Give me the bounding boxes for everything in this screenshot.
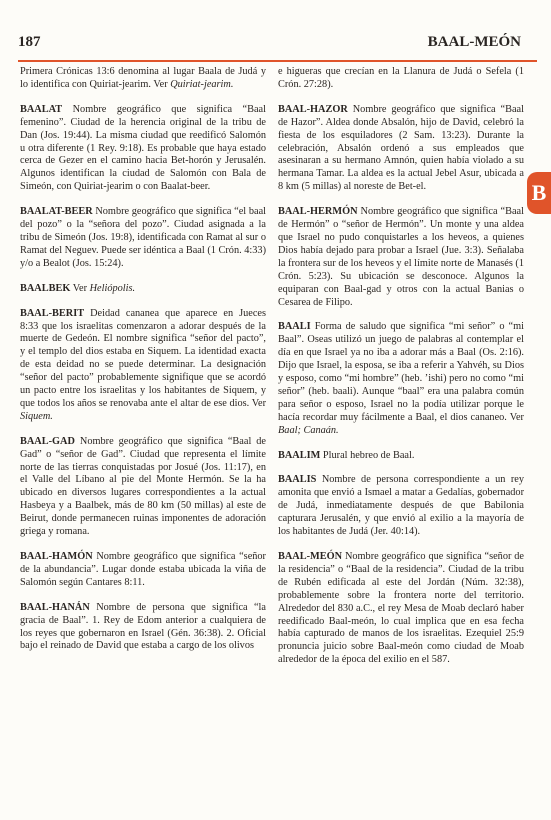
headword: BAAL-HAZOR xyxy=(278,103,348,115)
cross-reference: Baal; Canaán. xyxy=(278,424,339,436)
entry xyxy=(20,436,266,539)
headword: BAAL-MEÓN xyxy=(278,551,343,562)
entry xyxy=(278,474,524,539)
entry xyxy=(20,551,266,590)
cross-reference: Heliópolis. xyxy=(89,282,136,294)
entry xyxy=(278,104,524,194)
guide-word: BAAL-MEÓN xyxy=(427,34,521,50)
headword: BAALBEK xyxy=(20,282,71,294)
headword: BAALIM xyxy=(278,449,321,461)
entry-text: e higueras que crecían en la Llanura de Judá o Sefela (1 Crón. 27:28). xyxy=(278,66,524,90)
entry-text: Nombre geográfico que significa “señor de la residencia” o “Baal de la residencia”. Ciudad de la tribu de Rubén edificada al este del Jordán (Núm. 32:38), probablemente sobre la frontera norte del territorio. Alrededor del 830 a.C., el rey Mesa de Moab declaró haber reedificado Baal-meón, lo cual implica que en esa fecha había capturado de manos de los israelitas. Ezequiel 25:9 pronuncia juicio sobre Baal-meón como ciudad de Moab alrededor de la época del exilio en el 587. xyxy=(278,551,524,666)
entry xyxy=(20,283,266,296)
entry xyxy=(278,206,524,309)
entry-text: Deidad cananea que aparece en Jueces 8:33 que los israelitas comenzaron a adorar después de la muerte de Gedeón. El nombre significa “señor del pacto”, y el templo del dios estaba en Siquem. La identidad exacta de esta deidad no se puede determinar. La designación “señor del pacto” probablemente signifique que se acordó un pacto entre los israelitas y los habitantes de Siquem, y que todos los años se renovaba ante el altar de ese dios. Ver xyxy=(20,307,266,409)
entry xyxy=(20,602,266,654)
entry xyxy=(20,66,266,92)
entry-text: Primera Crónicas 13:6 denomina al lugar Baala de Judá y lo identifica con Quiriat-jearim. Ver xyxy=(20,66,266,90)
headword: BAAL-HAMÓN xyxy=(20,551,93,562)
entry-text: Nombre geográfico que significa “el baal del pozo” o la “señora del pozo”. Ciudad asignada a la tribu de Simeón (Jos. 19:8), identificada con Ramat al sur o Ramat del Neguev. Puede ser idéntica a Baal (1 Crón. 4:33) y/o a Bealot (Jos. 15:24). xyxy=(20,206,266,269)
headword: BAALAT xyxy=(20,103,63,115)
left-column xyxy=(20,66,266,665)
headword: BAAL-HERMÓN xyxy=(278,206,358,218)
entry xyxy=(278,321,524,437)
entry-text: Nombre geográfico que significa “Baal de Hermón” o “señor de Hermón”. Un monte y una aldea que Israel no pudo conquistarles a los heveos, a quienes Dios había dejado para probar a Israel (Jue. 3:3). Señalaba la frontera sur de los heveos y el límite norte de Manasés (1 Crón. 5:23). Su ubicación se desconoce. Algunos la equiparan con Baal-gad y otros con la actual Banias o Cesarea de Filipo. xyxy=(278,206,524,308)
cross-reference: Siquem. xyxy=(20,410,53,422)
entry xyxy=(278,551,524,667)
entry-text: Nombre de persona que significa “la gracia de Baal”. 1. Rey de Edom anterior a cualquiera de los reyes que gobernaron en Israel (Gén. 36:38). 2. Oficial bajo el reinado de David que estaba a cargo de los olivos xyxy=(20,601,266,652)
headword: BAAL-BERIT xyxy=(20,307,85,319)
headword: BAALIS xyxy=(278,474,317,486)
entry-text: Ver xyxy=(70,282,90,294)
headword: BAAL-HANÁN xyxy=(20,601,90,613)
headword: BAAL-GAD xyxy=(20,435,75,447)
entry-text: Plural hebreo de Baal. xyxy=(320,449,415,461)
letter-tab: B xyxy=(527,172,551,214)
entry xyxy=(278,450,524,463)
headword: BAALI xyxy=(278,321,311,333)
right-column xyxy=(278,66,524,679)
entry xyxy=(278,66,524,92)
entry xyxy=(20,308,266,424)
entry-text: Nombre geográfico que significa “Baal de Hazor”. Aldea donde Absalón, hijo de David, celebró la fiesta de los esquiladores (2 Sam. 13:23). Durante la celebración, Absalón ordenó a sus empleados que asesinaran a su hermano Amnón, quien había violado a su hermana Tamar. La aldea es la actual Jebel Asur, ubicada a 8 km (5 millas) al noreste de Bet-el. xyxy=(278,103,524,193)
header-rule xyxy=(18,60,537,62)
entry-text: Nombre geográfico que significa “señor de la abundancia”. Lugar donde estaba ubicada la viña de Salomón según Cantares 8:11. xyxy=(20,551,266,588)
entry-text: Forma de saludo que significa “mi señor” o “mi Baal”. Oseas utilizó un juego de palabras al contemplar el día en que Israel ya no iba a adorar más a Baal (Os. 2:16). Dijo que Israel, la esposa, se iba a referir a Yahvéh, su Dios y esposo, como “mi hombre” (heb. ’ishi) pero no como “mi señor” (heb. baali). Aunque “baal” era una palabra común para señor o esposo, Israel no la podía utilizar porque le hacía recordar muy fácilmente a Baal, el dios cananeo. Ver xyxy=(278,321,524,423)
headword: BAALAT-BEER xyxy=(20,206,93,218)
entry-text: Nombre de persona correspondiente a un rey amonita que envió a Ismael a matar a Gedalías, gobernador de Judá, inmediatamente después de que Babilonia capturara Jerusalén, y que envió al exilio a la mayoría de los habitantes de Judá (Jer. 40:14). xyxy=(278,474,524,538)
entry xyxy=(20,206,266,271)
entry xyxy=(20,104,266,194)
entry-text: Nombre geográfico que significa “Baal de Gad” o “señor de Gad”. Ciudad que representa el límite norte de las tierras conquistadas por Josué (Jos. 11:17), en el Valle del Líbano al pie del Monte Hermón. Se la ha ubicado en diversos lugares correspondientes a la actual Hasbeya y a Baalbek, más de 80 km (50 millas) al este de Beirut, donde permanecen ruinas imponentes de adoración griega y romana. xyxy=(20,435,266,538)
page-number: 187 xyxy=(18,34,41,50)
cross-reference: Quiriat-jearim. xyxy=(170,78,234,90)
entry-text: Nombre geográfico que significa “Baal femenino”. Ciudad de la herencia original de la tribu de Dan (Jos. 19:44). La misma ciudad que reedificó Salomón u otra diferente (1 Rey. 9:18). Es probable que haya estado cerca de Gezer en el camino hacia Bet-horón y Jerusalén. Algunos identifican la ciudad de Salomón con Bala de Simeón, con Quiriat-jearim o con Baalat-beer. xyxy=(20,103,266,193)
